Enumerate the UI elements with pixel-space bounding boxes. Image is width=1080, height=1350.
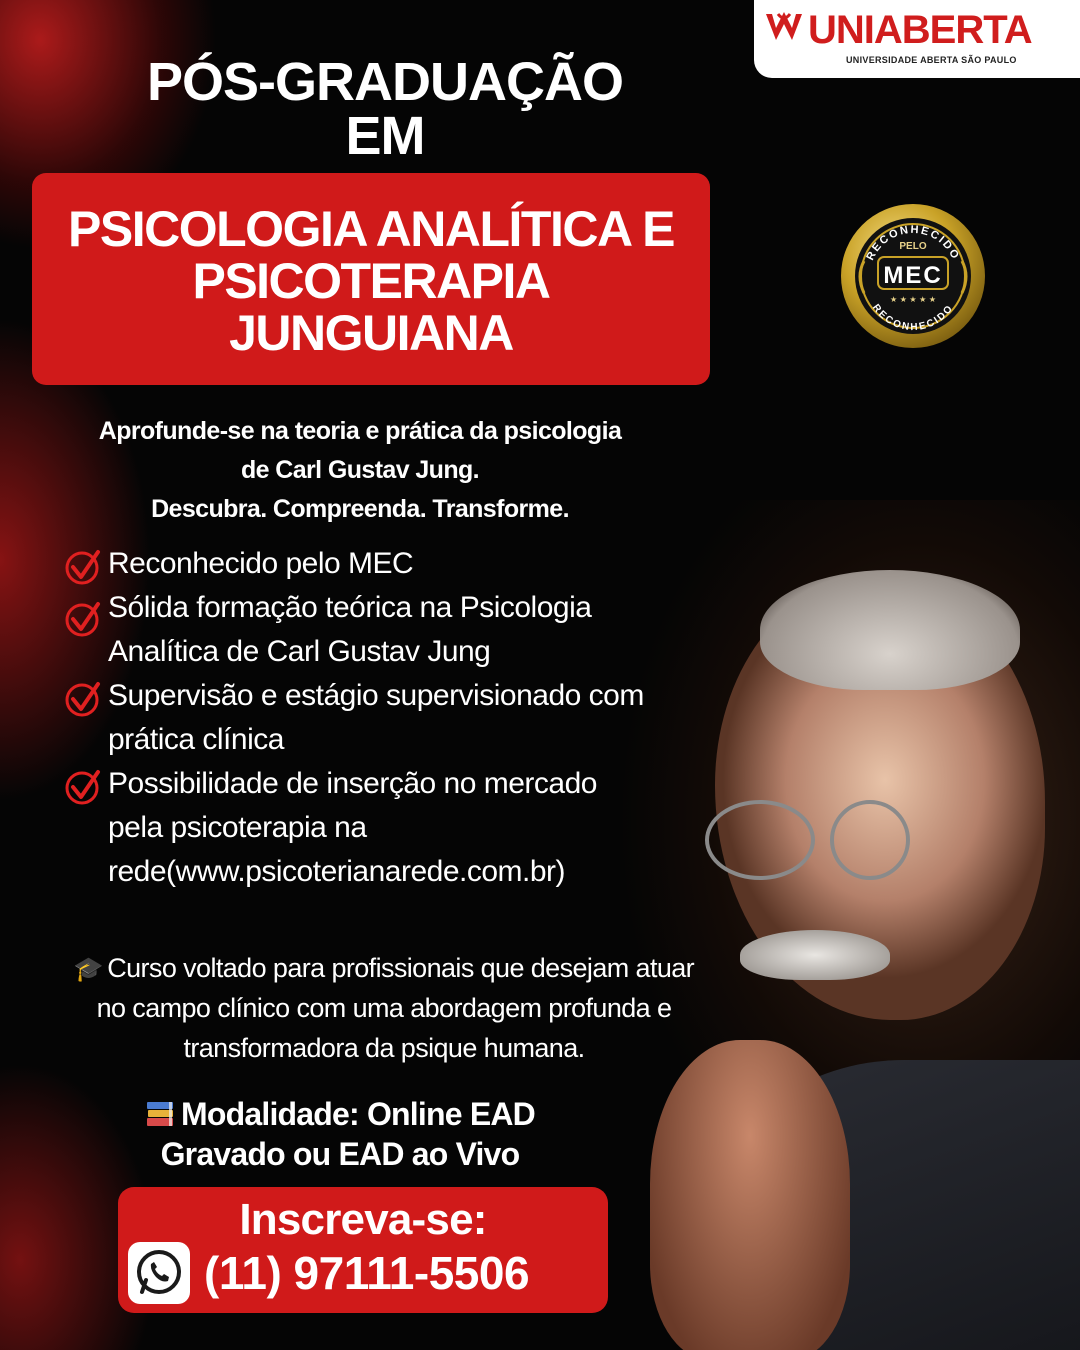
benefit-text: Sólida formação teórica na Psicologia Analítica de Carl Gustav Jung [108, 591, 592, 668]
audience-text-1: Curso voltado para profissionais que desejam atuar [107, 953, 695, 983]
uniaberta-emblem-icon [764, 10, 804, 46]
heading-line-2: EM [345, 106, 425, 166]
course-title-line-3: JUNGUIANA [229, 305, 513, 361]
course-title-line-2: PSICOTERAPIA [192, 253, 550, 309]
books-icon [145, 1099, 175, 1129]
course-title-box [32, 173, 710, 385]
svg-text:★ ★ ★ ★ ★: ★ ★ ★ ★ ★ [889, 295, 937, 304]
intro-line-2: de Carl Gustav Jung. [240, 456, 480, 484]
intro-line-3: Descubra. Compreenda. Transforme. [151, 495, 569, 523]
whatsapp-icon[interactable] [128, 1242, 190, 1304]
course-title-line-1: PSICOLOGIA ANALÍTICA E [68, 201, 674, 257]
phone-number[interactable]: (11) 97111-5506 [204, 1247, 530, 1299]
modality-text-1: Modalidade: Online EAD [181, 1096, 535, 1132]
modality-line-2: Gravado ou EAD ao Vivo [160, 1136, 520, 1172]
uniaberta-logo[interactable] [754, 0, 1080, 78]
seal-middle-text: PELO [899, 241, 927, 252]
audience-line-3: transformadora da psique humana. [183, 1033, 585, 1063]
audience-line-2: no campo clínico com uma abordagem profunda e [96, 993, 672, 1023]
check-circle-icon [64, 548, 102, 586]
modality-line-1 [110, 1094, 570, 1134]
benefit-text: Supervisão e estágio supervisionado com prática clínica [108, 679, 644, 756]
graduation-cap-icon: 🎓 [73, 956, 104, 983]
check-circle-icon [64, 600, 102, 638]
seal-top-text: RECONHECIDO [864, 223, 962, 263]
cta-label: Inscreva-se: [239, 1195, 487, 1244]
check-circle-icon [64, 768, 102, 806]
audience-line-1 [14, 948, 754, 990]
benefit-text: Possibilidade de inserção no mercado pela psicoterapia na rede(www.psicoterianarede.com.br) [108, 767, 597, 888]
logo-tagline: UNIVERSIDADE ABERTA SÃO PAULO [846, 55, 1017, 65]
heading-line-1: PÓS-GRADUAÇÃO [146, 52, 623, 112]
seal-bottom-text: RECONHECIDO [869, 302, 957, 334]
mec-seal-icon [840, 203, 986, 349]
intro-line-1: Aprofunde-se na teoria e prática da psicologia [98, 417, 622, 445]
check-circle-icon [64, 680, 102, 718]
benefit-text: Reconhecido pelo MEC [108, 547, 414, 580]
seal-main-text: MEC [883, 262, 943, 289]
logo-name: UNIABERTA [808, 8, 1032, 52]
signup-cta[interactable] [118, 1187, 608, 1313]
